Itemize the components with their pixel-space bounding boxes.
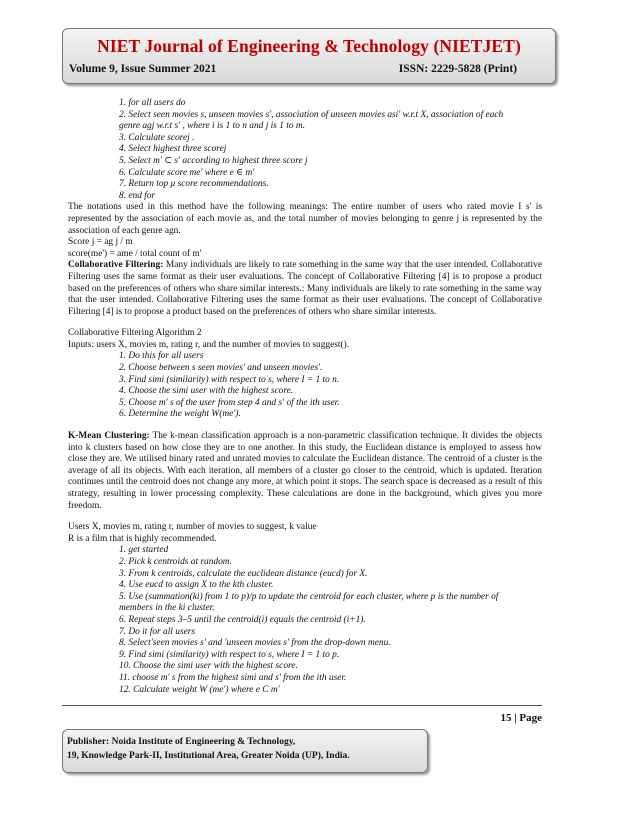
notation-paragraph: The notations used in this method have the following meanings: The entire number of users who rated movie I s' is represented by the association of each movie as, and the total number of movies belonging to genre j is represented by the association of each genre agn. [68, 202, 542, 236]
algo3-step: 1. get started [119, 545, 169, 556]
algo1-step: 2. Select seen movies s, unseen movies s', association of unseen movies asi' w.r.t X, association of each [119, 109, 504, 120]
algo2-step: 5. Choose m' s of the user from step 4 and s' of the ith user. [119, 397, 340, 408]
algo1-step: 1. for all users do [119, 98, 186, 108]
footer-divider [62, 705, 542, 706]
algo3-step: 6. Repeat steps 3–5 until the centroid(i) equals the centroid (i+1). [119, 614, 366, 625]
cf-paragraph [68, 260, 542, 318]
kmean-heading: K-Mean Clustering: [68, 431, 150, 442]
algo3-step: 12. Calculate weight W (me') where e C m' [119, 684, 280, 695]
formula-score-me: score(me') = ame / total count of m' [68, 248, 202, 259]
algo2-step: 3. Find simi (similarity) with respect to s, where I = 1 to n. [119, 374, 340, 385]
algo1-step: 6. Calculate score me' where e ∈ m' [119, 167, 255, 178]
algo3-step: 8. Select'seen movies s' and 'unseen movies s' from the drop-down menu. [119, 638, 391, 649]
cf-text: Many individuals are likely to rate something in the same way that the user intended. Collaborative Filtering uses the same format as their user evaluations. The concept of Collaborative Filtering [4] is to propose a product based on the preferences of others who share similar interests.: Many individuals are likely to rate something in the same way that the user intended. Collaborative Filtering uses the same format as their user evaluations. The concept of Collaborative Filtering [4] is to propose a product based on the preferences of others who share similar interests. [68, 260, 542, 317]
algo3-step: 4. Use eucd to assign X to the kth cluster. [119, 580, 274, 591]
publisher-address: 19, Knowledge Park-II, Institutional Area, Greater Noida (UP), India. [67, 751, 350, 761]
algo1-step: genre agj w.r.t s' , where i is 1 to n and j is 1 to m. [119, 121, 306, 132]
journal-title: NIET Journal of Engineering & Technology (NIETJET) [97, 36, 521, 56]
algo1-step: 7. Return top μ score recommendations. [119, 179, 269, 190]
algo3-step: 2. Pick k centroids at random. [119, 556, 232, 567]
publisher-name: Publisher: Noida Institute of Engineering & Technology, [67, 737, 296, 747]
article-body [68, 98, 542, 696]
algo3-step: 11. choose m' s from the highest simi and s' from the ith user. [119, 672, 347, 683]
algo3-step: 9. Find simi (similarity) with respect to s, where I = 1 to p. [119, 649, 340, 660]
algo3-step: members in the ki cluster. [119, 603, 215, 614]
cf-heading: Collaborative Filtering: [68, 260, 164, 271]
algo2-inputs: Inputs: users X, movies m, rating r, and the number of movies to suggest(). [68, 339, 350, 350]
algo1-step: 5. Select m' ⊂ s' according to highest three score j [119, 155, 308, 166]
algo1-step: 4. Select highest three scorej [119, 144, 227, 155]
algo3-step: 5. Use (summation(ki) from 1 to p)/p to update the centroid for each cluster, where p is the number of [119, 591, 499, 602]
algo2-step: 6. Determine the weight W(me'). [119, 409, 241, 420]
algo3-output: R is a film that is highly recommended. [68, 533, 217, 544]
algo1-step: 8. end for [119, 190, 156, 201]
algo2-title: Collaborative Filtering Algorithm 2 [68, 328, 202, 339]
page-number: 15 | Page [500, 712, 542, 724]
algo3-inputs: Users X, movies m, rating r, number of movies to suggest, k value [68, 522, 317, 533]
algo3-step: 10. Choose the simi user with the highest score. [119, 661, 298, 672]
issn-info: ISSN: 2229-5828 (Print) [398, 63, 517, 75]
algo3-step: 7. Do it for all users [119, 626, 196, 637]
volume-info: Volume 9, Issue Summer 2021 [69, 63, 217, 75]
algo1-step: 3. Calculate scorej . [119, 132, 195, 143]
algo2-step: 1. Do this for all users [119, 351, 204, 362]
publisher-footer [62, 729, 428, 773]
algorithm-2 [90, 351, 542, 421]
algo2-step: 2. Choose between s seen movies' and unseen movies'. [119, 363, 323, 374]
algo2-step: 4. Choose the simi user with the highest score. [119, 386, 294, 397]
algorithm-1 [90, 98, 542, 202]
kmean-paragraph [68, 431, 542, 512]
kmean-text: The k-mean classification approach is a non-parametric classification technique. It divides the objects into k clusters based on how close they are to one another. In this study, the Euclidean distance is employed to assess how close they are. We utilised binary rated and unrated movies to calculate the Euclidean distance. The centroid of a cluster is the average of all its objects. With each iteration, all members of a cluster go closer to the centroid, which is updated. Iteration continues until the centroid does not change any more, at which point it stops. The search space is decreased as a result of this strategy, resulting in lower processing complexity. These calculations are done in the background, which gives you more freedom. [68, 431, 542, 511]
formula-score: Score j = ag j / m [68, 237, 133, 248]
algo3-step: 3. From k centroids, calculate the euclidean distance (eucd) for X. [119, 568, 368, 579]
algorithm-3 [90, 545, 542, 696]
journal-header [62, 28, 556, 84]
